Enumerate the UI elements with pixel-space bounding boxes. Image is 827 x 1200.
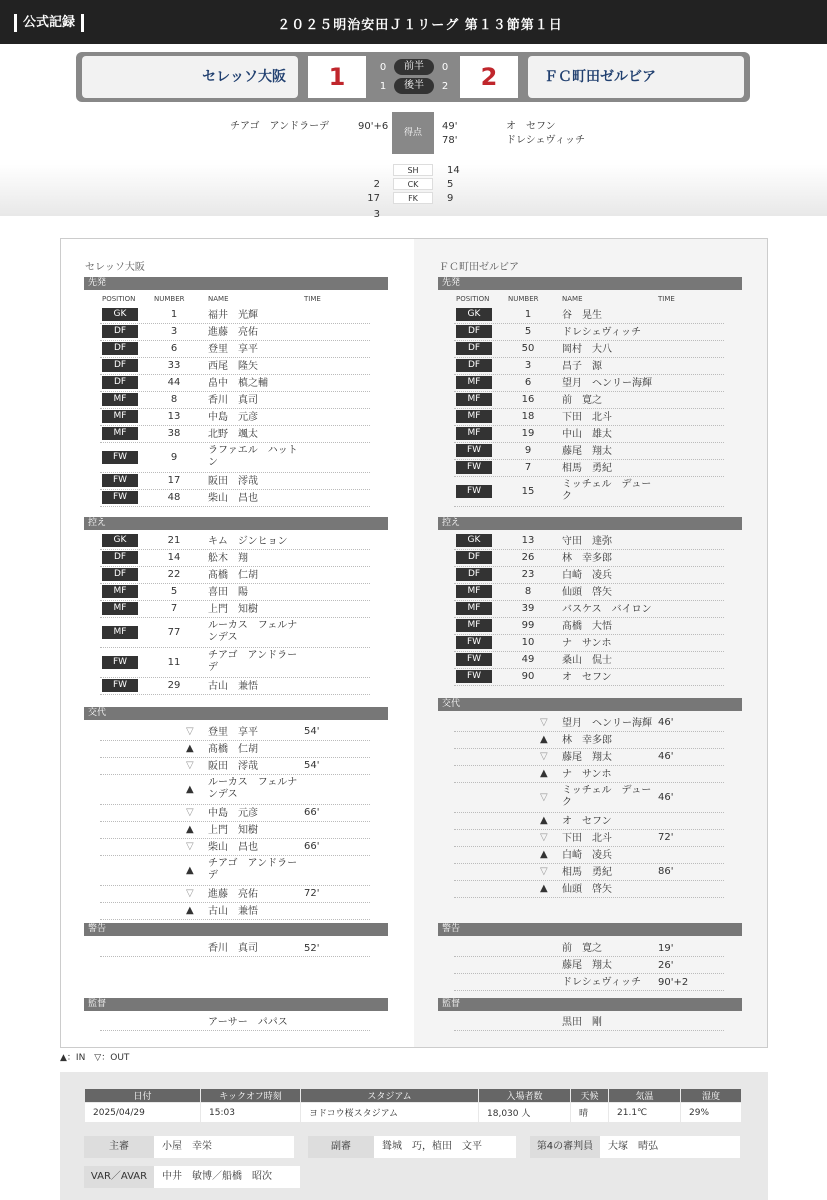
position-badge: FW — [456, 636, 492, 649]
second-half-label: 後半 — [394, 78, 434, 94]
player-name: 桑山 侃士 — [562, 655, 612, 666]
player-number: 29 — [167, 680, 181, 691]
player-name: 藤尾 翔太 — [562, 446, 612, 457]
stat-home-ck: 2 — [373, 179, 380, 190]
coach-name: 黒田 剛 — [562, 1017, 602, 1028]
assistant-referees — [308, 1136, 516, 1158]
player-number: 8 — [524, 586, 532, 597]
first-half-away: 0 — [441, 62, 449, 73]
player-name: 西尾 隆矢 — [208, 361, 258, 372]
player-name: 下田 北斗 — [562, 412, 612, 423]
stat-away-sh: 14 — [447, 165, 460, 176]
player-number: 3 — [170, 326, 178, 337]
position-badge: MF — [102, 410, 138, 423]
sub-player-name: 望月 ヘンリー海輝 — [562, 718, 652, 729]
humidity-value: 29% — [681, 1103, 742, 1123]
player-number: 99 — [521, 620, 535, 631]
var-label: VAR／AVAR — [84, 1166, 154, 1188]
position-badge: MF — [102, 626, 138, 639]
position-badge: FW — [456, 461, 492, 474]
goals-label: 得点 — [392, 112, 434, 154]
sub-out-icon: ▽ — [540, 717, 548, 728]
column-header-position: POSITION — [102, 295, 136, 303]
player-number: 33 — [167, 360, 181, 371]
sub-time: 54' — [304, 726, 320, 737]
column-header-number: NUMBER — [154, 295, 185, 303]
coach-name: アーサー パパス — [208, 1017, 288, 1028]
sub-out-icon: ▽ — [540, 832, 548, 843]
sub-legend: ▲：IN ▽：OUT — [60, 1053, 130, 1063]
player-number: 9 — [524, 445, 532, 456]
player-number: 11 — [167, 656, 181, 668]
player-name: 登里 享平 — [208, 344, 258, 355]
sub-time: 72' — [304, 888, 320, 899]
stat-home-fk: 17 — [367, 193, 380, 204]
sub-out-icon: ▽ — [186, 841, 194, 852]
scoreboard-area — [0, 44, 827, 220]
column-header-name: NAME — [208, 295, 229, 303]
caution-time: 19' — [658, 943, 674, 954]
section-cautions: 警告 — [438, 923, 742, 936]
sub-in-icon: ▲ — [540, 734, 548, 745]
sub-time: 46' — [658, 717, 674, 728]
stadium-value: ヨドコウ桜スタジアム — [301, 1103, 479, 1123]
player-name: 仙頭 啓矢 — [562, 587, 612, 598]
position-badge: FW — [102, 656, 138, 669]
player-name: 白崎 凌兵 — [562, 570, 612, 581]
weather-header: 天候 — [571, 1089, 609, 1103]
player-name: 林 幸多郎 — [562, 553, 612, 564]
stat-away-fk: 9 — [447, 193, 454, 204]
second-half-score — [378, 78, 450, 96]
date-header: 日付 — [85, 1089, 201, 1103]
player-number: 1 — [524, 309, 532, 320]
player-number: 38 — [167, 428, 181, 439]
player-name: 古山 兼悟 — [208, 681, 258, 692]
player-name: ナ サンホ — [562, 638, 612, 649]
player-number: 21 — [167, 535, 181, 546]
temperature-header: 気温 — [609, 1089, 681, 1103]
sub-out-icon: ▽ — [186, 760, 194, 771]
away-team-label: ＦＣ町田ゼルビア — [439, 262, 519, 273]
position-badge: MF — [102, 602, 138, 615]
sub-in-icon: ▲ — [186, 783, 194, 795]
player-name: ドレシェヴィッチ — [562, 327, 641, 338]
player-number: 48 — [167, 492, 181, 503]
column-header-number: NUMBER — [508, 295, 539, 303]
player-number: 19 — [521, 428, 535, 439]
player-number: 22 — [167, 569, 181, 580]
player-name: 前 寛之 — [562, 395, 602, 406]
position-badge: DF — [102, 376, 138, 389]
away-scorer: オ セフン — [506, 121, 556, 132]
stadium-header: スタジアム — [301, 1089, 479, 1103]
first-half-score — [378, 59, 450, 77]
attendance-value: 18,030 人 — [479, 1103, 571, 1123]
player-name: 守田 達弥 — [562, 536, 612, 547]
position-badge: DF — [456, 551, 492, 564]
player-name: 阪田 澪哉 — [208, 476, 258, 487]
position-badge: MF — [102, 427, 138, 440]
var-value: 中井 敏博／船橋 昭次 — [162, 1171, 272, 1182]
sub-player-name: ミッチェル デューク — [562, 785, 652, 808]
humidity-header: 湿度 — [681, 1089, 742, 1103]
position-badge: FW — [102, 679, 138, 692]
sub-player-name: ルーカス フェルナンデス — [208, 777, 298, 800]
player-number: 77 — [167, 626, 181, 638]
sub-player-name: 中島 元彦 — [208, 808, 258, 819]
player-name: 福井 光輝 — [208, 310, 258, 321]
caution-player-name: 藤尾 翔太 — [562, 960, 612, 971]
position-badge: DF — [456, 359, 492, 372]
position-badge: MF — [102, 393, 138, 406]
match-title: ２０２５明治安田Ｊ１リーグ 第１３節第１日 — [277, 18, 563, 33]
position-badge: DF — [456, 342, 492, 355]
player-name: 進藤 亮佑 — [208, 327, 258, 338]
position-badge: MF — [456, 619, 492, 632]
section-substitutions: 交代 — [84, 707, 388, 720]
position-badge: MF — [102, 585, 138, 598]
sub-in-icon: ▲ — [540, 815, 548, 826]
sub-time: 46' — [658, 791, 674, 803]
caution-time: 26' — [658, 960, 674, 971]
position-badge: MF — [456, 585, 492, 598]
sub-time: 46' — [658, 751, 674, 762]
player-name: 北野 颯太 — [208, 429, 258, 440]
position-badge: GK — [456, 308, 492, 321]
var-officials — [84, 1166, 300, 1188]
match-info-table — [84, 1088, 742, 1123]
player-number: 3 — [524, 360, 532, 371]
player-number: 14 — [167, 552, 181, 563]
position-badge: DF — [102, 342, 138, 355]
player-number: 50 — [521, 343, 535, 354]
player-number: 13 — [521, 535, 535, 546]
sub-player-name: 髙橋 仁胡 — [208, 744, 258, 755]
referee-label: 主審 — [84, 1136, 154, 1158]
position-badge: GK — [456, 534, 492, 547]
sub-out-icon: ▽ — [186, 726, 194, 737]
sub-player-name: チアゴ アンドラーデ — [208, 858, 298, 881]
section-substitutions: 交代 — [438, 698, 742, 711]
player-name: 舩木 翔 — [208, 553, 248, 564]
section-cautions: 警告 — [84, 923, 388, 936]
player-name: 谷 晃生 — [562, 310, 602, 321]
sub-in-icon: ▲ — [186, 743, 194, 754]
fourth-official-value: 大塚 晴弘 — [608, 1141, 658, 1152]
sub-player-name: 古山 兼悟 — [208, 906, 258, 917]
sub-player-name: 白崎 凌兵 — [562, 850, 612, 861]
sub-out-icon: ▽ — [186, 807, 194, 818]
attendance-header: 入場者数 — [479, 1089, 571, 1103]
stat-label-ck: CK — [393, 178, 433, 190]
sub-in-icon: ▲ — [186, 864, 194, 876]
player-name: 昌子 源 — [562, 361, 602, 372]
player-name: 相馬 勇紀 — [562, 463, 612, 474]
position-badge: FW — [102, 491, 138, 504]
player-name: 畠中 槙之輔 — [208, 378, 268, 389]
position-badge: MF — [456, 393, 492, 406]
section-bench: 控え — [84, 517, 388, 530]
sub-out-icon: ▽ — [186, 888, 194, 899]
player-number: 8 — [170, 394, 178, 405]
player-name: 髙橋 大悟 — [562, 621, 612, 632]
fourth-official-label: 第4の審判員 — [530, 1136, 600, 1158]
caution-player-name: 前 寛之 — [562, 943, 602, 954]
sub-in-icon: ▲ — [540, 849, 548, 860]
home-team-label: セレッソ大阪 — [85, 262, 145, 273]
sub-player-name: オ セフン — [562, 816, 612, 827]
player-number: 13 — [167, 411, 181, 422]
sub-player-name: 仙頭 啓矢 — [562, 884, 612, 895]
position-badge: FW — [456, 444, 492, 457]
referee — [84, 1136, 294, 1158]
player-number: 90 — [521, 671, 535, 682]
player-name: 上門 知樹 — [208, 604, 258, 615]
player-name: キム ジンヒョン — [208, 536, 288, 547]
player-name: 中山 雄太 — [562, 429, 612, 440]
player-number: 49 — [521, 654, 535, 665]
position-badge: MF — [456, 376, 492, 389]
home-team-name[interactable]: セレッソ大阪 — [82, 56, 298, 98]
stat-away-ck: 5 — [447, 179, 454, 190]
assistant-referees-value: 聳城 巧，植田 文平 — [382, 1141, 482, 1152]
sub-time: 66' — [304, 807, 320, 818]
sub-time: 86' — [658, 866, 674, 877]
official-record-label: 公式記録 — [14, 14, 84, 32]
player-name: 望月 ヘンリー海輝 — [562, 378, 652, 389]
player-name: 岡村 大八 — [562, 344, 612, 355]
away-scorer-time: 49' — [442, 121, 458, 132]
player-name: ルーカス フェルナンデス — [208, 620, 298, 643]
sub-in-icon: ▲ — [540, 883, 548, 894]
column-header-time: TIME — [304, 295, 321, 303]
position-badge: FW — [456, 670, 492, 683]
player-number: 1 — [170, 309, 178, 320]
position-badge: MF — [456, 602, 492, 615]
section-starters: 先発 — [84, 277, 388, 290]
player-number: 10 — [521, 637, 535, 648]
match-info — [60, 1072, 768, 1200]
player-number: 17 — [167, 475, 181, 486]
player-number: 6 — [170, 343, 178, 354]
player-number: 26 — [521, 552, 535, 563]
caution-time: 90'+2 — [658, 977, 689, 988]
section-bench: 控え — [438, 517, 742, 530]
position-badge: DF — [102, 568, 138, 581]
column-header-name: NAME — [562, 295, 583, 303]
sub-player-name: 林 幸多郎 — [562, 735, 612, 746]
sub-time: 54' — [304, 760, 320, 771]
player-number: 23 — [521, 569, 535, 580]
player-name: ミッチェル デューク — [562, 479, 652, 502]
home-score: 1 — [308, 56, 366, 98]
position-badge: DF — [456, 568, 492, 581]
second-half-away: 2 — [441, 81, 449, 92]
position-badge: FW — [456, 653, 492, 666]
sub-time: 72' — [658, 832, 674, 843]
sub-player-name: 下田 北斗 — [562, 833, 612, 844]
section-coach: 監督 — [438, 998, 742, 1011]
second-half-home: 1 — [379, 81, 387, 92]
sub-out-icon: ▽ — [540, 791, 548, 803]
match-info-value-row — [85, 1103, 742, 1123]
player-number: 39 — [521, 603, 535, 614]
player-name: 髙橋 仁胡 — [208, 570, 258, 581]
away-score: 2 — [460, 56, 518, 98]
position-badge: DF — [456, 325, 492, 338]
player-name: ラファエル ハットン — [208, 445, 298, 468]
away-team-name[interactable]: ＦＣ町田ゼルビア — [528, 56, 744, 98]
assistant-referees-label: 副審 — [308, 1136, 374, 1158]
sub-in-icon: ▲ — [186, 905, 194, 916]
home-scorer: チアゴ アンドラーデ — [230, 121, 330, 132]
sub-out-icon: ▽ — [540, 866, 548, 877]
position-badge: GK — [102, 534, 138, 547]
first-half-label: 前半 — [394, 59, 434, 75]
sub-out-icon: ▽ — [540, 751, 548, 762]
away-scorer-time: 78' — [442, 135, 458, 146]
referee-value: 小屋 幸栄 — [162, 1141, 212, 1152]
date-value: 2025/04/29 — [85, 1103, 201, 1123]
position-badge: DF — [102, 359, 138, 372]
position-badge: FW — [456, 485, 492, 498]
sub-player-name: 藤尾 翔太 — [562, 752, 612, 763]
section-starters: 先発 — [438, 277, 742, 290]
position-badge: DF — [102, 551, 138, 564]
position-badge: MF — [456, 410, 492, 423]
caution-player-name: 香川 真司 — [208, 943, 258, 954]
player-name: 柴山 昌也 — [208, 493, 258, 504]
stat-label-fk: FK — [393, 192, 433, 204]
column-header-time: TIME — [658, 295, 675, 303]
player-number: 18 — [521, 411, 535, 422]
sub-in-icon: ▲ — [540, 768, 548, 779]
sub-in-icon: ▲ — [186, 824, 194, 835]
sub-time: 66' — [304, 841, 320, 852]
player-number: 5 — [524, 326, 532, 337]
weather-value: 晴 — [571, 1103, 609, 1123]
position-badge: GK — [102, 308, 138, 321]
kickoff-header: キックオフ時刻 — [201, 1089, 301, 1103]
sub-player-name: 進藤 亮佑 — [208, 889, 258, 900]
temperature-value: 21.1℃ — [609, 1103, 681, 1123]
player-number: 7 — [170, 603, 178, 614]
player-number: 44 — [167, 377, 181, 388]
position-badge: DF — [102, 325, 138, 338]
match-info-header-row — [85, 1089, 742, 1103]
sub-player-name: 相馬 勇紀 — [562, 867, 612, 878]
sub-player-name: 登里 享平 — [208, 727, 258, 738]
player-name: バスケス バイロン — [562, 604, 652, 615]
fourth-official — [530, 1136, 740, 1158]
sub-player-name: 柴山 昌也 — [208, 842, 258, 853]
stat-label-sh: SH — [393, 164, 433, 176]
player-number: 15 — [521, 485, 535, 497]
sub-player-name: 上門 知樹 — [208, 825, 258, 836]
player-name: オ セフン — [562, 672, 612, 683]
sub-player-name: ナ サンホ — [562, 769, 612, 780]
first-half-home: 0 — [379, 62, 387, 73]
caution-player-name: ドレシェヴィッチ — [562, 977, 641, 988]
sub-player-name: 阪田 澪哉 — [208, 761, 258, 772]
home-scorer-time: 90'+6 — [358, 121, 389, 132]
player-name: チアゴ アンドラーデ — [208, 650, 298, 673]
player-number: 16 — [521, 394, 535, 405]
kickoff-value: 15:03 — [201, 1103, 301, 1123]
header-bar — [0, 0, 827, 44]
position-badge: MF — [456, 427, 492, 440]
section-coach: 監督 — [84, 998, 388, 1011]
player-number: 9 — [170, 451, 178, 463]
player-name: 中島 元彦 — [208, 412, 258, 423]
player-name: 喜田 陽 — [208, 587, 248, 598]
player-number: 5 — [170, 586, 178, 597]
position-badge: FW — [102, 451, 138, 464]
caution-time: 52' — [304, 943, 320, 954]
player-number: 7 — [524, 462, 532, 473]
column-header-position: POSITION — [456, 295, 490, 303]
scoreboard — [76, 52, 750, 102]
player-number: 6 — [524, 377, 532, 388]
position-badge: FW — [102, 474, 138, 487]
away-scorer: ドレシェヴィッチ — [506, 135, 585, 146]
player-name: 香川 真司 — [208, 395, 258, 406]
stat-home-sh: 3 — [373, 209, 380, 220]
